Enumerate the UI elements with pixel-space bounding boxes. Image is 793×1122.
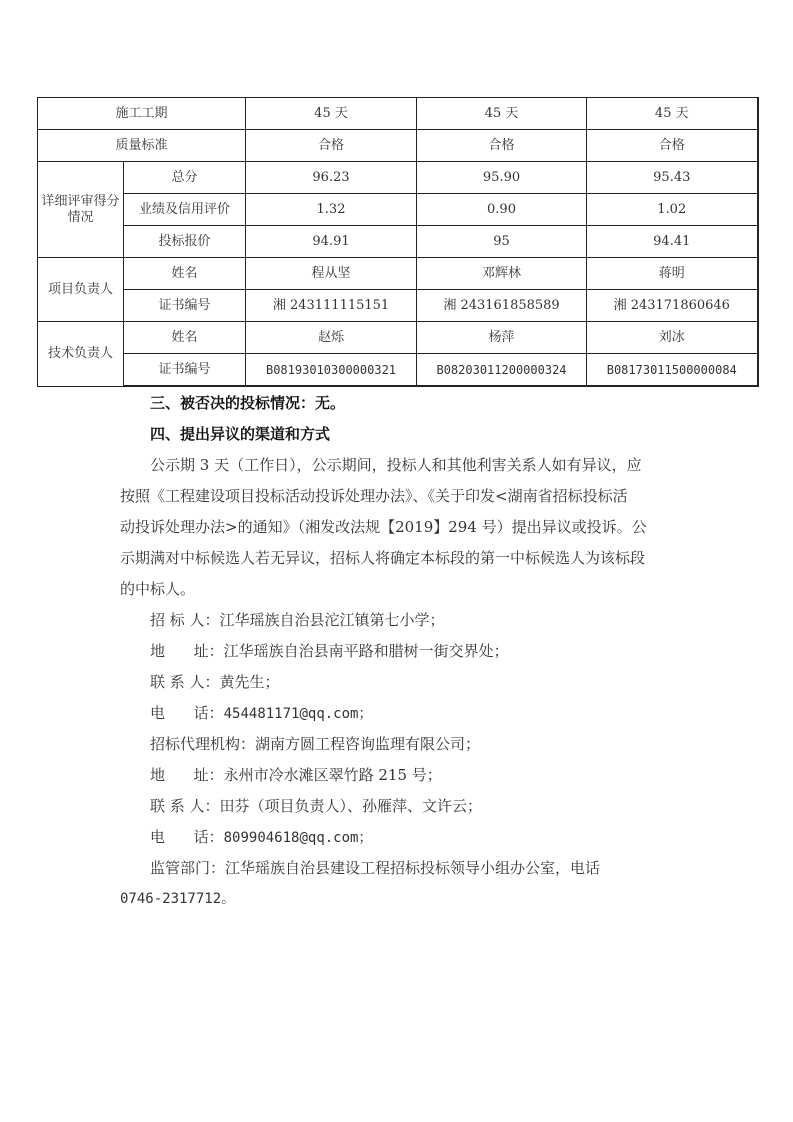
contact-label: 地 址： bbox=[150, 642, 224, 660]
contact-value: 江华瑶族自治县建设工程招标投标领导小组办公室，电话 bbox=[225, 859, 601, 877]
phone-line: 0746-2317712。 bbox=[120, 891, 236, 907]
cell: 合格 bbox=[417, 130, 587, 162]
contact-value: 809904618@qq.com； bbox=[223, 830, 373, 846]
row-label: 质量标准 bbox=[38, 130, 246, 162]
cell: 刘冰 bbox=[587, 322, 758, 354]
row-label: 姓名 bbox=[124, 258, 246, 290]
group-label: 技术负责人 bbox=[38, 322, 124, 387]
cell: 程从坚 bbox=[246, 258, 417, 290]
row-label: 投标报价 bbox=[124, 226, 246, 258]
bid-results-table bbox=[37, 97, 759, 387]
section-heading-rejected: 三、被否决的投标情况：无。 bbox=[150, 394, 346, 412]
table-row bbox=[38, 194, 758, 226]
cell: 45 天 bbox=[417, 98, 587, 130]
table-row bbox=[38, 354, 758, 387]
cell: 湘 243171860646 bbox=[587, 290, 758, 322]
group-label: 详细评审得分情况 bbox=[38, 162, 124, 258]
cell: B08173011500000084 bbox=[587, 354, 758, 387]
cell: 杨萍 bbox=[417, 322, 587, 354]
paragraph-line: 公示期 3 天（工作日），公示期间，投标人和其他利害关系人如有异议，应 bbox=[150, 456, 642, 474]
row-label: 业绩及信用评价 bbox=[124, 194, 246, 226]
table-row bbox=[38, 162, 758, 194]
table-row bbox=[38, 290, 758, 322]
paragraph-line: 按照《工程建设项目投标活动投诉处理办法》、《关于印发<湖南省招标投标活 bbox=[120, 487, 628, 505]
table-row bbox=[38, 98, 758, 130]
document-body bbox=[120, 388, 680, 915]
contact-line bbox=[120, 791, 680, 822]
row-label: 总分 bbox=[124, 162, 246, 194]
contact-line bbox=[120, 667, 680, 698]
contact-line bbox=[120, 698, 680, 729]
cell: 湘 243111115151 bbox=[246, 290, 417, 322]
cell: 94.41 bbox=[587, 226, 758, 258]
paragraph-line: 动投诉处理办法>的通知》（湘发改法规【2019】294 号）提出异议或投诉。公 bbox=[120, 518, 647, 536]
contact-label: 地 址： bbox=[150, 766, 224, 784]
contact-line bbox=[120, 760, 680, 791]
cell: 蒋明 bbox=[587, 258, 758, 290]
paragraph-line: 示期满对中标候选人若无异议，招标人将确定本标段的第一中标候选人为该标段 bbox=[120, 549, 646, 567]
contact-label: 电 话： bbox=[150, 704, 224, 722]
cell: 赵烁 bbox=[246, 322, 417, 354]
contact-label: 联 系 人： bbox=[150, 673, 220, 691]
cell: 96.23 bbox=[246, 162, 417, 194]
table-row bbox=[38, 130, 758, 162]
cell: 湘 243161858589 bbox=[417, 290, 587, 322]
row-label: 姓名 bbox=[124, 322, 246, 354]
contact-value: 江华瑶族自治县南平路和腊树一街交界处； bbox=[223, 642, 509, 660]
cell: 95 bbox=[417, 226, 587, 258]
row-label: 证书编号 bbox=[124, 354, 246, 387]
cell: 合格 bbox=[587, 130, 758, 162]
contact-label: 招 标 人： bbox=[150, 611, 220, 629]
row-label: 施工工期 bbox=[38, 98, 246, 130]
paragraph-line: 的中标人。 bbox=[120, 580, 196, 598]
cell: 95.43 bbox=[587, 162, 758, 194]
contact-label: 联 系 人： bbox=[150, 797, 220, 815]
cell: 95.90 bbox=[417, 162, 587, 194]
row-label: 证书编号 bbox=[124, 290, 246, 322]
contact-line bbox=[120, 605, 680, 636]
cell: B08193010300000321 bbox=[246, 354, 417, 387]
cell: 合格 bbox=[246, 130, 417, 162]
table-row bbox=[38, 258, 758, 290]
contact-value: 江华瑶族自治县沱江镇第七小学； bbox=[219, 611, 445, 629]
cell: 1.02 bbox=[587, 194, 758, 226]
table-row bbox=[38, 322, 758, 354]
contact-value: 黄先生； bbox=[219, 673, 280, 691]
cell: 邓辉林 bbox=[417, 258, 587, 290]
contact-label: 监管部门： bbox=[150, 859, 226, 877]
contact-line bbox=[120, 822, 680, 853]
group-label: 项目负责人 bbox=[38, 258, 124, 322]
cell: 94.91 bbox=[246, 226, 417, 258]
cell: 1.32 bbox=[246, 194, 417, 226]
contact-label: 招标代理机构： bbox=[150, 735, 256, 753]
contact-line bbox=[120, 636, 680, 667]
cell: B08203011200000324 bbox=[417, 354, 587, 387]
contact-label: 电 话： bbox=[150, 828, 224, 846]
contact-value: 湖南方圆工程咨询监理有限公司； bbox=[255, 735, 481, 753]
contact-line bbox=[120, 729, 680, 760]
contact-value: 永州市冷水滩区翠竹路 215 号； bbox=[223, 766, 442, 784]
cell: 45 天 bbox=[587, 98, 758, 130]
contact-value: 454481171@qq.com； bbox=[223, 706, 373, 722]
table-row bbox=[38, 226, 758, 258]
section-heading-objection: 四、提出异议的渠道和方式 bbox=[150, 425, 331, 443]
contact-line bbox=[120, 853, 680, 884]
contact-value: 田芬（项目负责人）、孙雁萍、文许云； bbox=[219, 797, 483, 815]
cell: 0.90 bbox=[417, 194, 587, 226]
cell: 45 天 bbox=[246, 98, 417, 130]
